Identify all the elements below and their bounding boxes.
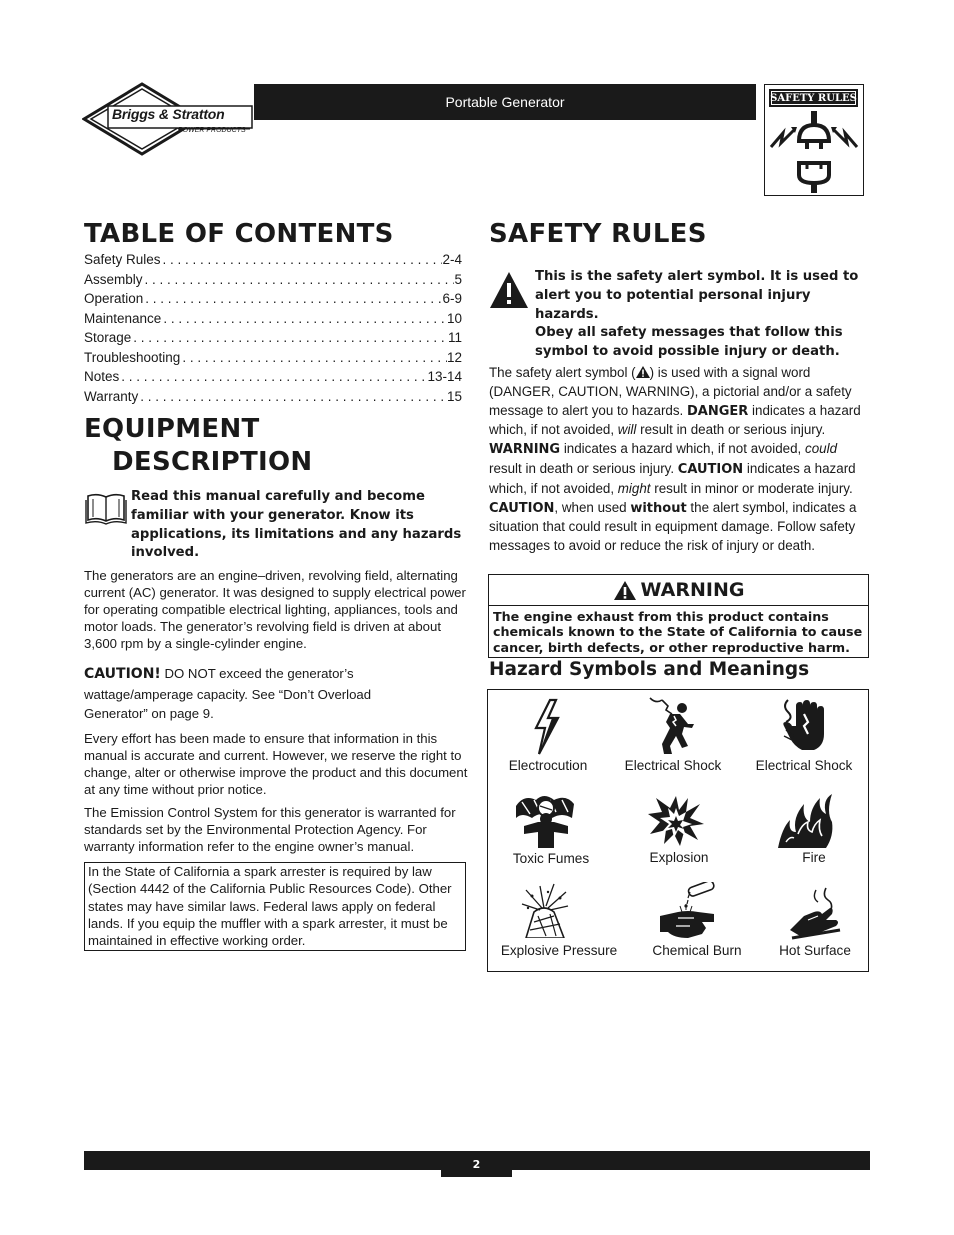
read-manual-note-line1: Read this manual carefully and become [131, 489, 425, 504]
safety-rules-title: SAFETY RULES [489, 219, 707, 249]
hazard-label: Chemical Burn [652, 943, 742, 958]
toc-item-page: 15 [446, 388, 462, 404]
hot-surface-icon [786, 886, 842, 940]
caution-text: DO NOT exceed the generator’s wattage/amperage capacity. See “Don’t Overload Generator” on page 9. [84, 666, 372, 721]
toc-item-label: Assembly [84, 271, 143, 287]
equipment-title-line1: EQUIPMENT [84, 414, 260, 444]
fire-icon [776, 792, 834, 848]
toc-item[interactable] [84, 272, 462, 292]
warning-text-line2: chemicals known to the State of California to cause [493, 624, 863, 640]
inline-alert-triangle-icon [636, 366, 650, 378]
caution-label: CAUTION! [84, 666, 161, 682]
hazard-label: Fire [802, 850, 826, 865]
toc-list [84, 252, 462, 408]
safety-alert-triangle-icon [489, 270, 529, 310]
brand-name: Briggs & Stratton [112, 106, 225, 122]
toc-item-page: 11 [447, 330, 462, 345]
hazard-label: Explosive Pressure [500, 943, 618, 958]
toc-item[interactable] [84, 330, 462, 350]
hazard-label: Hot Surface [779, 943, 851, 958]
lightning-bolt-icon [532, 698, 562, 756]
toc-item-page: 12 [446, 349, 462, 365]
toc-item-page: 13-14 [427, 369, 462, 384]
hand-shock-icon [778, 696, 830, 756]
spark-arrester-notice: In the State of California a spark arrester is required by law (Section 4442 of the California Public Resources Code). Other states may have similar laws. Federal laws apply on federal lands. If you equip the muffler with a spark arrester, it must be maintained in effective working order. [84, 862, 466, 951]
brand-logo [82, 82, 254, 156]
toc-item[interactable] [84, 389, 462, 409]
warning-text-line3: cancer, birth defects, or other reproductive harm. [493, 639, 850, 655]
toc-item-label: Operation [84, 291, 144, 306]
brand-subtitle: POWER PRODUCTS [178, 127, 246, 134]
alert-symbol-note [535, 268, 875, 362]
read-manual-note-line4: involved. [131, 545, 200, 560]
warning-triangle-icon [613, 580, 637, 601]
toc-item[interactable] [84, 350, 462, 370]
toc-item-page: 6-9 [442, 291, 462, 306]
read-manual-note-line2: familiar with your generator. Know its [131, 508, 414, 523]
chemical-burn-icon [658, 882, 716, 940]
alert-note-line4: symbol to avoid possible injury or death. [535, 344, 840, 360]
header-title-bar [254, 84, 756, 120]
toc-item-label: Troubleshooting [84, 349, 181, 365]
safety-rules-badge [764, 84, 864, 196]
badge-title: SAFETY RULES [769, 89, 858, 107]
alert-note-line3: Obey all safety messages that follow this [535, 325, 843, 341]
toc-item-label: Notes [84, 369, 120, 384]
warning-label: WARNING [640, 579, 745, 601]
hazard-label: Electrical Shock [624, 758, 722, 773]
equipment-title-line2: DESCRIPTION [112, 447, 313, 477]
explosion-icon [648, 794, 704, 846]
open-book-icon [85, 492, 127, 526]
hazard-label: Toxic Fumes [512, 851, 590, 866]
hazard-label: Electrocution [508, 758, 588, 773]
alert-note-line1: This is the safety alert symbol. It is used to [535, 269, 859, 284]
page-number: 2 [441, 1151, 512, 1177]
emission-paragraph: The Emission Control System for this generator is warranted for standards set by the Environmental Protection Agency. For warranty information refer to the engine owner’s manual. [84, 805, 456, 854]
warning-header [489, 575, 868, 606]
toc-item[interactable] [84, 369, 462, 389]
signal-word-paragraph: The safety alert symbol ( ) is used with a signal word (DANGER, CAUTION, WARNING), a pictorial and/or a safety message to alert you to hazards. DANGER indicates a hazard which, if not avoided, will result in death or serious injury. WARNING indicates a hazard which, if not avoided, could result in death or serious injury. CAUTION indicates a hazard which, if not avoided, might result in minor or moderate injury. CAUTION, when used without the alert symbol, indicates a situation that could result in equipment damage. Follow safety messages to avoid or reduce the risk of injury or death. [489, 365, 861, 554]
generator-description: The generators are an engine–driven, revolving field, alternating current (AC) generator. It was designed to supply electrical power for operating compatible electrical lighting, appliances, tools and motor loads. The generator’s revolving field is driven at about 3,600 rpm by a single-cylinder engine. [84, 568, 466, 651]
warning-text [493, 609, 865, 655]
header-title: Portable Generator [445, 94, 565, 110]
toc-item[interactable] [84, 252, 462, 272]
read-manual-note-line3: applications, its limitations and any hazards [131, 527, 462, 542]
caution-paragraph [84, 664, 414, 724]
toc-item-label: Maintenance [84, 310, 162, 326]
toc-item[interactable] [84, 291, 462, 311]
toc-item-page: 5 [454, 271, 462, 287]
warning-text-line1: The engine exhaust from this product contains [493, 609, 829, 624]
toc-item-label: Storage [84, 330, 132, 345]
toc-item-label: Safety Rules [84, 252, 161, 267]
plug-lightning-icon [769, 111, 859, 193]
toc-item[interactable] [84, 311, 462, 331]
toc-item-page: 10 [446, 310, 462, 326]
hazard-label: Electrical Shock [755, 758, 853, 773]
toc-item-page: 2-4 [442, 252, 462, 267]
hazard-label: Explosion [649, 850, 709, 865]
hazard-symbols-grid [487, 689, 869, 972]
explosive-pressure-icon [520, 882, 570, 938]
accuracy-paragraph: Every effort has been made to ensure that information in this manual is accurate and current. However, we reserve the right to change, alter or otherwise improve the product and this document at any time without prior notice. [84, 731, 468, 797]
falling-person-shock-icon [642, 696, 700, 758]
toc-title: TABLE OF CONTENTS [84, 219, 394, 249]
toxic-fumes-icon [514, 792, 576, 848]
toc-item-label: Warranty [84, 388, 139, 404]
california-warning-box [488, 574, 869, 658]
hazard-symbols-title: Hazard Symbols and Meanings [489, 659, 810, 680]
alert-note-line2: alert you to potential personal injury hazards. [535, 287, 811, 322]
